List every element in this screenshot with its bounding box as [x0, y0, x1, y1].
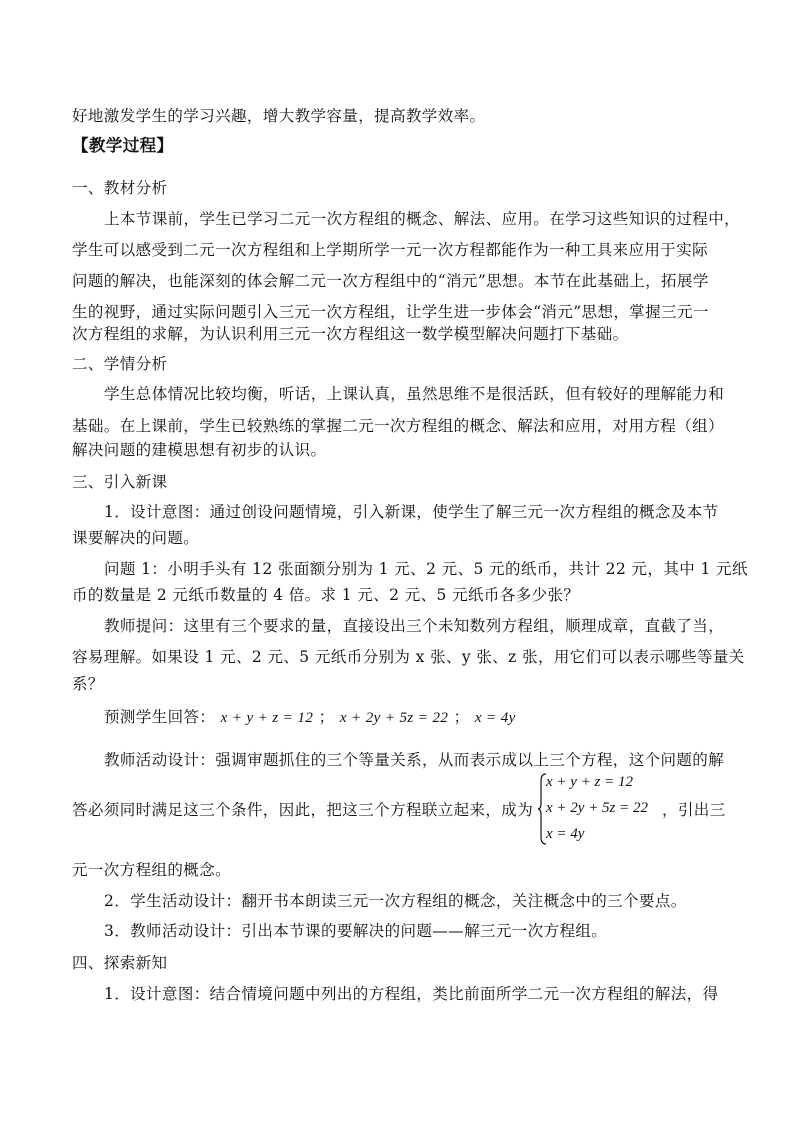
predicted-answer-label: 预测学生回答： [104, 708, 216, 726]
paragraph-line: 元一次方程组的概念。 [72, 861, 232, 879]
paragraph-line: 解决问题的建模思想有初步的认识。 [72, 441, 327, 459]
section-title-learner-analysis: 二、学情分析 [72, 355, 168, 373]
paragraph-line: 1．设计意图：结合情境问题中列出的方程组，类比前面所学二元一次方程组的解法，得 [104, 985, 719, 1003]
paragraph-line: 次方程组的求解，为认识利用三元一次方程组这一数学模型解决问题打下基础。 [72, 325, 629, 343]
paragraph-line: 好地激发学生的学习兴趣，增大教学容量，提高教学效率。 [72, 107, 486, 125]
paragraph-line: 问题的解决，也能深刻的体会解二元一次方程组中的“消元”思想。本节在此基础上，拓展学 [72, 272, 709, 290]
equation-1: x + y + z = 12 [220, 710, 314, 726]
paragraph-line: 上本节课前，学生已学习二元一次方程组的概念、解法、应用。在学习这些知识的过程中， [104, 210, 741, 228]
paragraph-line: 2．学生活动设计：翻开书本朗读三元一次方程组的概念，关注概念中的三个要点。 [104, 892, 687, 910]
equation-2: x + 2y + 5z = 22 [339, 710, 449, 726]
paragraph-line: 教师提问：这里有三个要求的量，直接设出三个未知数列方程组，顺理成章，直截了当， [104, 617, 725, 635]
paragraph-line: 3．教师活动设计：引出本节课的要解决的问题——解三元一次方程组。 [104, 922, 608, 940]
system-row-3: x = 4y [546, 826, 585, 842]
paragraph-line: 学生可以感受到二元一次方程组和上学期所学一元一次方程都能作为一种工具来应用于实际 [72, 241, 709, 259]
paragraph-line: 学生总体情况比较均衡，听话，上课认真，虽然思维不是很活跃，但有较好的理解能力和 [104, 385, 725, 403]
system-row-2: x + 2y + 5z = 22 [546, 800, 649, 816]
system-row-1: x + y + z = 12 [546, 774, 634, 790]
section-title-introduce-new-lesson: 三、引入新课 [72, 473, 168, 491]
paragraph-line: 容易理解。如果设 1 元、2 元、5 元纸币分别为 x 张、y 张、z 张，用它们可以表示哪些等量关 [72, 648, 745, 666]
problem-line: 币的数量是 2 元纸币数量的 4 倍。求 1 元、2 元、5 元纸币各多少张？ [72, 586, 580, 604]
paragraph-line: 生的视野，通过实际问题引入三元一次方程组，让学生进一步体会“消元”思想，掌握三元一 [72, 303, 709, 321]
section-title-material-analysis: 一、教材分析 [72, 179, 168, 197]
predicted-answer-line [104, 707, 732, 728]
paragraph-line: 基础。在上课前，学生已较熟练的掌握二元一次方程组的概念、解法和应用，对用方程（组） [72, 417, 724, 435]
paragraph-line: ，引出三 [662, 801, 726, 819]
separator: ； [318, 708, 335, 726]
paragraph-line: 答必须同时满足这三个条件，因此，把这三个方程联立起来，成为 [72, 801, 534, 819]
section-title-explore-new-knowledge: 四、探索新知 [72, 954, 168, 972]
paragraph-line: 课要解决的问题。 [72, 529, 200, 547]
paragraph-line: 系？ [72, 675, 104, 693]
equation-3: x = 4y [474, 710, 516, 726]
paragraph-line: 1．设计意图：通过创设问题情境，引入新课，使学生了解三元一次方程组的概念及本节 [104, 503, 719, 521]
problem-line: 问题 1：小明手头有 12 张面额分别为 1 元、2 元、5 元的纸币，共计 22 元，其中 1 元纸 [104, 560, 748, 578]
equation-system [538, 773, 662, 845]
paragraph-line: 教师活动设计：强调审题抓住的三个等量关系，从而表示成以上三个方程，这个问题的解 [104, 751, 725, 769]
section-heading-teaching-process: 【教学过程】 [72, 136, 174, 155]
separator: ； [453, 708, 470, 726]
